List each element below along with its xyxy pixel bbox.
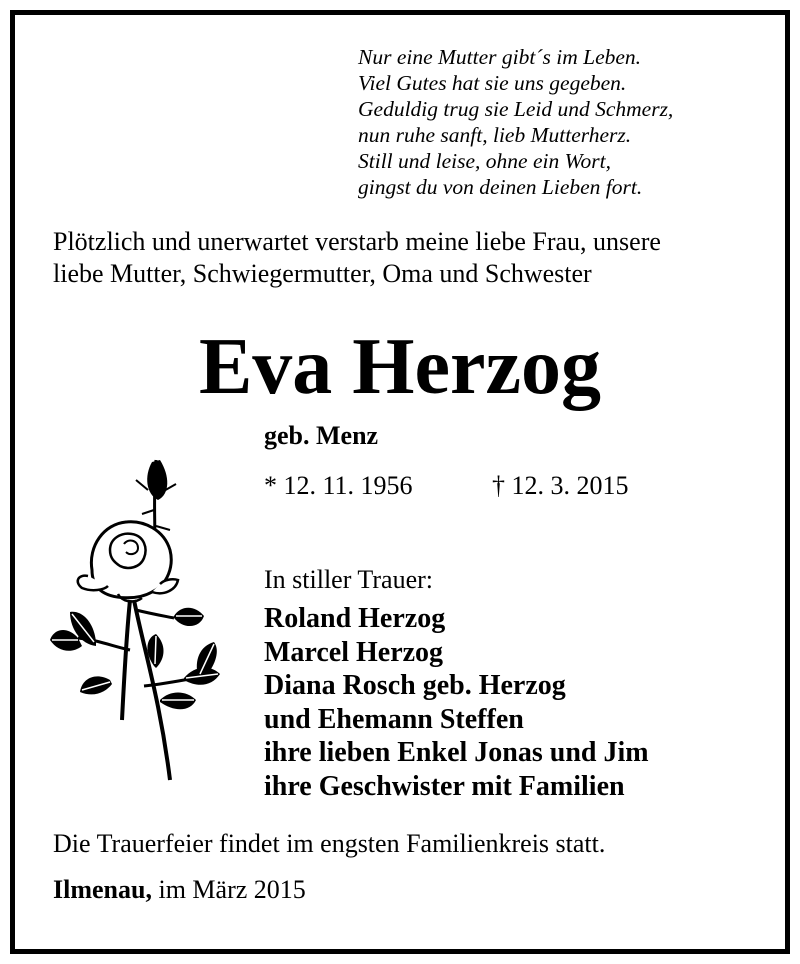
- mourner: Marcel Herzog: [264, 636, 444, 668]
- intro-line: Plötzlich und unerwartet verstarb meine liebe Frau, unsere: [53, 227, 661, 256]
- mourner: ihre lieben Enkel Jonas und Jim: [264, 737, 649, 768]
- city: Ilmenau,: [53, 875, 152, 904]
- mourners-list: [264, 602, 649, 803]
- mourner: und Ehemann Steffen: [264, 703, 524, 735]
- rose-icon: [48, 450, 228, 790]
- poem-line: Nur eine Mutter gibt´s im Leben.: [358, 45, 642, 69]
- place-date: [53, 874, 306, 906]
- poem-line: nun ruhe sanft, lieb Mutterherz.: [358, 123, 632, 147]
- mourner: Diana Rosch geb. Herzog: [264, 670, 566, 701]
- ceremony-note: Die Trauerfeier findet im engsten Familienkreis statt.: [53, 829, 606, 858]
- intro-line: liebe Mutter, Schwiegermutter, Oma und Schwester: [53, 259, 592, 288]
- death-date: † 12. 3. 2015: [492, 471, 629, 500]
- intro-text: [53, 226, 661, 290]
- poem-line: Still und leise, ohne ein Wort,: [358, 149, 612, 173]
- maiden-name: geb. Menz: [264, 421, 379, 450]
- date: im März 2015: [158, 875, 306, 904]
- poem-line: Viel Gutes hat sie uns gegeben.: [358, 71, 627, 95]
- mourner: ihre Geschwister mit Familien: [264, 770, 625, 802]
- poem-line: Geduldig trug sie Leid und Schmerz,: [358, 97, 674, 121]
- poem-line: gingst du von deinen Lieben fort.: [358, 175, 643, 199]
- poem: [358, 44, 673, 200]
- birth-date: * 12. 11. 1956: [264, 471, 413, 500]
- mourner: Roland Herzog: [264, 603, 446, 634]
- mourning-label: In stiller Trauer:: [264, 565, 433, 594]
- deceased-name: Eva Herzog: [198, 323, 602, 411]
